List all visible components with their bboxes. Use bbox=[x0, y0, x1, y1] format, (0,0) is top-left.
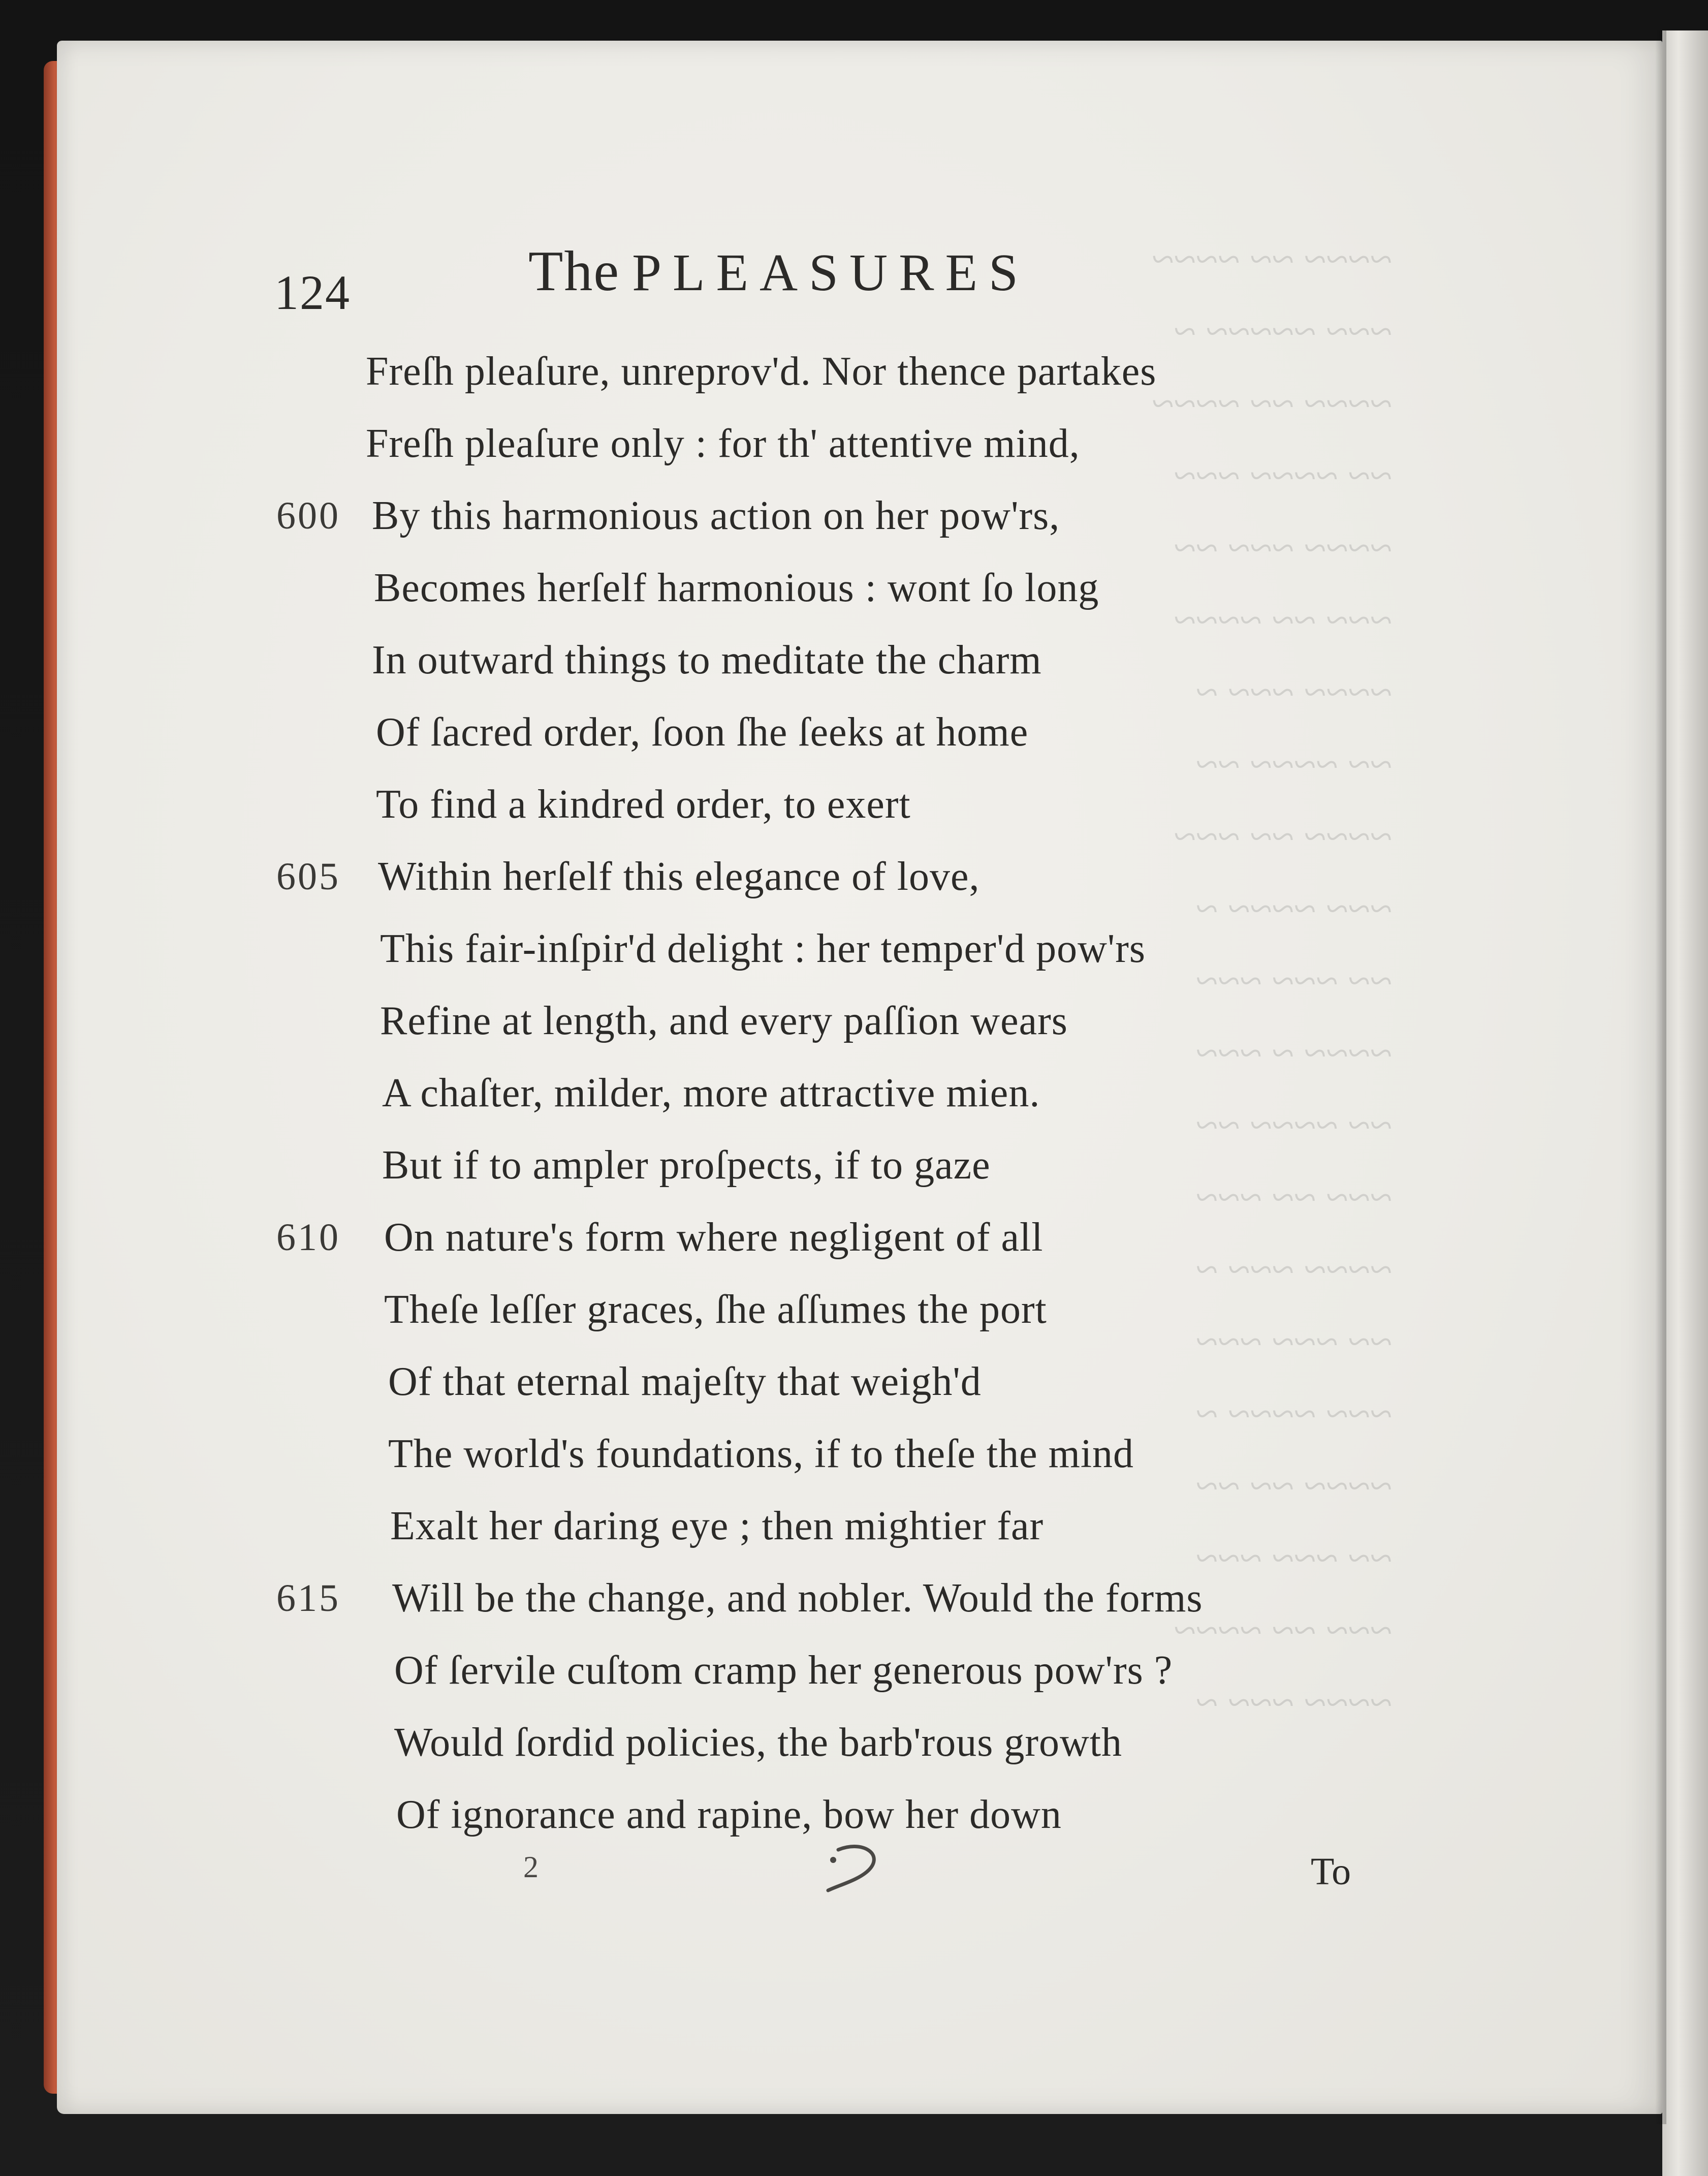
verse-line bbox=[264, 552, 1382, 624]
verse-line-text: Theſe leſſer graces, ſhe aſſumes the port bbox=[384, 1287, 1047, 1332]
verse-line bbox=[264, 335, 1382, 408]
line-number: 600 bbox=[276, 494, 340, 537]
verse-line-text: Of ignorance and rapine, bow her down bbox=[396, 1792, 1062, 1837]
signature-mark: 2 bbox=[523, 1850, 539, 1884]
facing-leaf-edge bbox=[1662, 30, 1708, 2176]
verse-line bbox=[264, 1129, 1382, 1201]
verse-line bbox=[264, 841, 1382, 913]
verse-line bbox=[264, 1706, 1382, 1779]
verse-line bbox=[264, 1346, 1382, 1418]
verse-block bbox=[264, 335, 1382, 1851]
verse-line bbox=[264, 768, 1382, 841]
verse-line-text: By this harmonious action on her pow'rs, bbox=[372, 493, 1060, 538]
verse-line-text: On nature's form where negligent of all bbox=[384, 1215, 1043, 1260]
verse-line bbox=[264, 696, 1382, 768]
verse-line bbox=[264, 985, 1382, 1057]
verse-line bbox=[264, 480, 1382, 552]
verse-line bbox=[264, 913, 1382, 985]
verse-line bbox=[264, 1490, 1382, 1562]
verse-line-text: Exalt her daring eye ; then mightier far bbox=[390, 1504, 1044, 1548]
running-head-title: PLEASURES bbox=[632, 243, 1029, 302]
running-head bbox=[528, 239, 1029, 304]
page-number: 124 bbox=[274, 265, 351, 320]
verse-line-text: Would ſordid policies, the barb'rous growth bbox=[394, 1720, 1122, 1765]
verse-line-text: Refine at length, and every paſſion wears bbox=[380, 999, 1068, 1043]
verse-line bbox=[264, 1634, 1382, 1706]
verse-line-text: A chaſter, milder, more attractive mien. bbox=[382, 1071, 1040, 1115]
verse-line bbox=[264, 1201, 1382, 1273]
verse-line-text: Freſh pleaſure, unreprov'd. Nor thence partakes bbox=[366, 349, 1157, 394]
show-through-texture: ~~~~ ~~ ~~~~ ~~~ ~~~~~ ~ ~~~~ ~~ ~~~~ ~~ ~~~~ ~~~ ~~~~ ~~~ ~~ ~~~ ~~ ~~~~ ~~~~ ~~~ ~ ~~ ~~~~ ~~ ~~~~ ~~ ~~~ ~~~ ~~~~ ~ ~~ ~~~ ~~~ ~~~~ ~ ~~~ ~~ ~~~~ ~~ ~~~ ~~ ~~~ ~~~~ ~~~ ~ ~~ ~~~ ~~~ ~~~ ~~~~ ~ ~~~~ ~~ ~~ ~~ ~~~ ~~~ ~~~ ~~ ~~~~ ~~~~ ~~~ ~ bbox=[1152, 237, 1392, 1725]
running-head-article: The bbox=[528, 240, 620, 303]
catchword: To bbox=[1311, 1850, 1351, 1893]
verse-line-text: The world's foundations, if to theſe the mind bbox=[388, 1432, 1134, 1476]
verse-line-text: Of ſervile cuſtom cramp her generous pow'rs ? bbox=[394, 1648, 1173, 1693]
verse-line-text: Of that eternal majeſty that weigh'd bbox=[388, 1359, 982, 1404]
line-number: 610 bbox=[276, 1216, 340, 1259]
verse-line-text: In outward things to meditate the charm bbox=[372, 638, 1042, 682]
gutter-shadow bbox=[1655, 30, 1666, 2124]
verse-line-text: But if to ampler proſpects, if to gaze bbox=[382, 1143, 991, 1188]
verse-line bbox=[264, 624, 1382, 696]
verse-line bbox=[264, 1273, 1382, 1346]
line-number: 615 bbox=[276, 1577, 340, 1620]
verse-line-text: Will be the change, and nobler. Would the forms bbox=[392, 1576, 1203, 1621]
verse-line bbox=[264, 408, 1382, 480]
ink-mark-icon bbox=[818, 1840, 899, 1895]
verse-line bbox=[264, 1562, 1382, 1634]
verse-line-text: Within herſelf this elegance of love, bbox=[378, 854, 980, 899]
verse-line-text: To find a kindred order, to exert bbox=[376, 782, 911, 827]
verse-line bbox=[264, 1057, 1382, 1129]
verse-line-text: Freſh pleaſure only : for th' attentive mind, bbox=[366, 421, 1080, 466]
verse-line-text: Of ſacred order, ſoon ſhe ſeeks at home bbox=[376, 710, 1029, 755]
verse-line-text: This fair-inſpir'd delight : her temper'd pow'rs bbox=[380, 926, 1146, 971]
verse-line bbox=[264, 1418, 1382, 1490]
verse-line-text: Becomes herſelf harmonious : wont ſo long bbox=[374, 566, 1099, 610]
line-number: 605 bbox=[276, 855, 340, 898]
